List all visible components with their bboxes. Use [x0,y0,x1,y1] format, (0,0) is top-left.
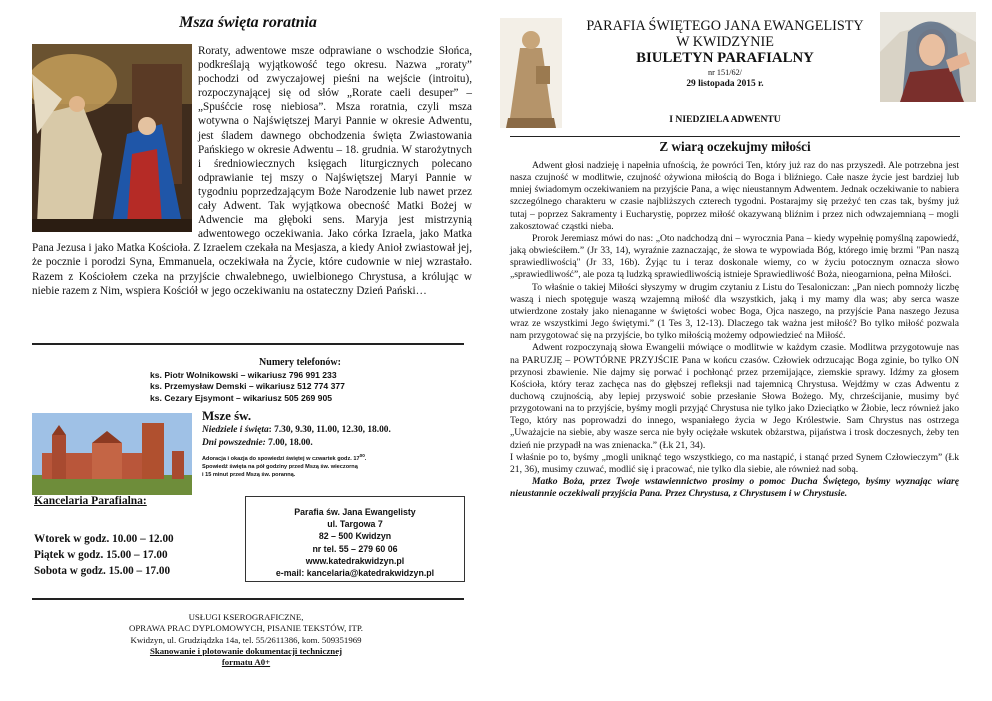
confession-note: i 15 minut przed Mszą św. poranną. [202,471,296,478]
services-line: OPRAWA PRAC DYPLOMOWYCH, PISANIE TEKSTÓW, ITP. [129,623,363,634]
office-heading: Kancelaria Parafialna: [34,495,147,507]
bulletin-masthead [560,18,890,91]
phone-numbers [150,357,450,404]
office-hours-line: Piątek w godz. 15.00 – 17.00 [34,549,168,561]
issue-date: 29 listopada 2015 r. [686,79,764,89]
adoration-note: Adoracja i okazja do spowiedzi świętej w czwartek godz. $17^{00}$. [202,453,367,462]
article-paragraph: I właśnie po to, byśmy „mogli uniknąć tego wszystkiego, co ma nastąpić, i stanąć przed Synem Człowieczym” (Łk 21, 36), musimy czuwać, modlić się i pracować, nie tylko dla siebie, ale również nad sobą. [510,451,959,475]
parish-town: W KWIDZYNIE [676,34,774,50]
services-line: Skanowanie i plotowanie dokumentacji technicznej [149,645,343,656]
saint-john-statue [500,18,562,128]
parish-website: www.katedrakwidzyn.pl [305,555,405,566]
services-line: USŁUGI KSEROGRAFICZNE, [188,612,304,622]
article-paragraph: To właśnie o takiej Miłości słyszymy w drugim czytaniu z Listu do Tesaloniczan: „Pan niech pomnoży liczbę waszą i niech spotęguje waszą wzajemną miłość dla wszystkich, jaką i my mamy dla was; aby serca wasze utwierdzone zostały jako nienaganne w świętości wobec Boga, Ojca naszego, na przyjście Pana naszego Jezusa wraz ze wszystkimi Jego świętymi.” (1 Tes 3, 12-13). Dlaczego tak ważna jest miłość? Bo tylko miłość pozwala nam przygotować się na przyjście, bo tylko miłością możemy odpowiedzieć na Miłość. [510,281,959,342]
services-line: formatu A0+ [221,657,271,668]
office-hours-line: Wtorek w godz. 10.00 – 12.00 [34,533,174,545]
phone-line: ks. Cezary Ejsymont – wikariusz 505 269 905 [150,392,333,403]
section-divider [32,598,464,600]
mass-schedule [202,408,472,479]
mass-schedule-heading: Msze św. [202,408,252,423]
office-hours-line: Sobota w godz. 15.00 – 17.00 [34,565,171,577]
sunday-masses: Niedziele i święta: 7.30, 9.30, 11.00, 12.30, 18.00. [202,425,391,435]
cathedral-photo [32,413,192,495]
phone-line: ks. Przemysław Demski – wikariusz 512 774 377 [150,381,345,391]
bulletin-title: BIULETYN PARAFIALNY [636,50,814,66]
section-divider [510,136,960,137]
parish-contact-line: nr tel. 55 – 279 60 06 [312,543,398,554]
phone-line: ks. Piotr Wolnikowski – wikariusz 796 991 233 [150,369,337,380]
office-hours [34,531,174,579]
parish-contact-line: Parafia św. Jana Ewangelisty [294,507,416,517]
article-paragraph: Adwent rozpoczynają słowa Ewangelii mówiące o modlitwie w każdym czasie. Modlitwa przygotowuje nas na PARUZJĘ – POWTÓRNE PRZYJŚCIE Pana w końcu czasów. Człowiek odrzucając Boga zginie, bo tylko ON przynosi zbawienie. Nie dajmy się porwać i pochłonąć przez przemijające, ziemskie sprawy. Idźmy za głosem Kościoła, który teraz zachęca nas do głębszej refleksji nad tajemnicą Chrystusa. Wejdźmy w czas Adwentu z duchową czujnością, aby lepiej przyswoić sobie przesłanie Słowa Bożego. My, chrześcijanie, musimy być przygotowani na to przyjście, byśmy mogli przyjąć Chrystusa nie tylko jako Dzieciątko w Żłobie, lecz również jako Tego, który nas poprowadzi do innego, wspaniałego życia w Jego Królestwie. Sam Chrystus nas ostrzega „Uważajcie na siebie, aby wasze serca nie były ociężałe wskutek obżarstwa, pijaństwa i trosk doczesnych, żeby ten dzień nie przypadł na was znienacka.” (Łk 21, 34). [510,342,959,451]
parish-name: PARAFIA ŚWIĘTEGO JANA EWANGELISTY [586,18,864,34]
article-paragraph: Prorok Jeremiasz mówi do nas: „Oto nadchodzą dni – wyrocznia Pana – kiedy wypełnię pomyślną zapowiedź, jaką obwieściłem.” (Jr 33, 14), wyraźnie zaznaczając, że słowa te wypowiada Bóg, którego imię brzmi "Pan naszą sprawiedliwością" (Jr 33, 16b). Żyjąc tu i teraz doskonale wiemy, co w życiu potocznym oznacza słowo „sprawiedliwość”, ale poza tą ludzką sprawiedliwością istnieje Sprawiedliwość Boża, nieogarniona, pełna Miłości. [510,232,959,281]
confession-note: Spowiedź święta na pół godziny przed Mszą św. wieczorną [202,463,358,470]
section-divider [32,343,464,345]
phone-numbers-heading: Numery telefonów: [259,357,341,368]
services-ad [60,612,432,668]
liturgical-sunday: I NIEDZIELA ADWENTU [669,114,781,125]
rorate-article-body [32,44,472,298]
weekday-masses: Dni powszednie: 7.00, 18.00. [202,438,313,448]
article-title: Z wiarą oczekujmy miłości [659,139,811,154]
praying-mary-painting [880,12,976,102]
parish-contact-line: ul. Targowa 7 [327,519,383,530]
parish-email: e-mail: kancelaria@katedrakwidzyn.pl [275,568,435,579]
annunciation-painting [32,44,198,234]
rorate-article-title: Msza święta roratnia [179,14,317,31]
rorate-article-text: Roraty, adwentowe msze odprawiane o wschodzie Słońca, podkreślają wyjątkowość tego okresu. Nazwa „roraty” pochodzi od zwyczajowej pieśni na wejście (introitu), rozpoczynającej się od słów „Rorate caeli desuper” – „Spuśćcie rosę niebiosa”. Msza roratnia, czyli msza wotywna o Najświętszej Maryi Pannie w okresie Adwentu, jest śladem dawnego obchodzenia święta Zwiastowania Pańskiego w okresie Adwentu – 18. grudnia. W starożytnych i średniowiecznych księgach liturgicznych polecano odprawianie tej mszy o Najświętszej Maryi Pannie w tygodniu poprzedzającym Boże Narodzenie lub nawet przez cały Adwent. Tak wyjątkowa obecność Matki Bożej w Adwencie ma głęboki sens. Maryja jest mistrzynią adwentowego oczekiwania. Jako córka Izraela, jako Matka Pana Jezusa i jako Matka Kościoła. Z Izraelem czekała na Mesjasza, a kiedy Anioł zwiastował jej, że pocznie i porodzi Syna, Emmanuela, oczekiwała na Życie, które cudownie w niej wzrastało. Razem z Kościołem czeka na przyjście chwalebnego, uwielbionego Chrystusa, a królując w niebie razem z Nim, wspiera Kościół w jego oczekiwaniu na ostateczny Dzień Pański… [32,45,472,297]
article-paragraph: Adwent głosi nadzieję i napełnia ufnością, że powróci Ten, który już raz do nas przyszedł. Ale potrzebna jest nasza czujność w modlitwie, czujność ożywiona miłością do Boga i bliźniego. Całe nasze życie jest bardziej lub mniej świadomym oczekiwaniem na przyjście Pana, a więc nieustannym Adwentem. Jednak oczekiwanie to nabiera szczególnego charakteru w czasie najbliższych czterech tygodni. Postarajmy się przeżyć ten czas tak, byśmy już tutaj – poprzez Sakramenty i Eucharystię, poprzez miłość okazywaną bliźnim i przez nich odwzajemnianą – mogli zakosztować cząstki nieba. [510,160,959,232]
services-line: Kwidzyn, ul. Grudziądzka 14a, tel. 55/2611386, kom. 509351969 [130,634,362,645]
parish-contact-box [245,496,465,582]
article-closing-prayer: Matko Boża, przez Twoje wstawiennictwo prosimy o pomoc Ducha Świętego, byśmy wyznając wiarę nieustannie oczekiwali przyjścia Pana. Przez Chrystusa, z Chrystusem i w Chrystusie. [510,476,959,500]
issue-number: nr 151/62/ [708,68,742,77]
parish-contact-line: 82 – 500 Kwidzyn [318,531,392,542]
main-article [510,160,959,500]
